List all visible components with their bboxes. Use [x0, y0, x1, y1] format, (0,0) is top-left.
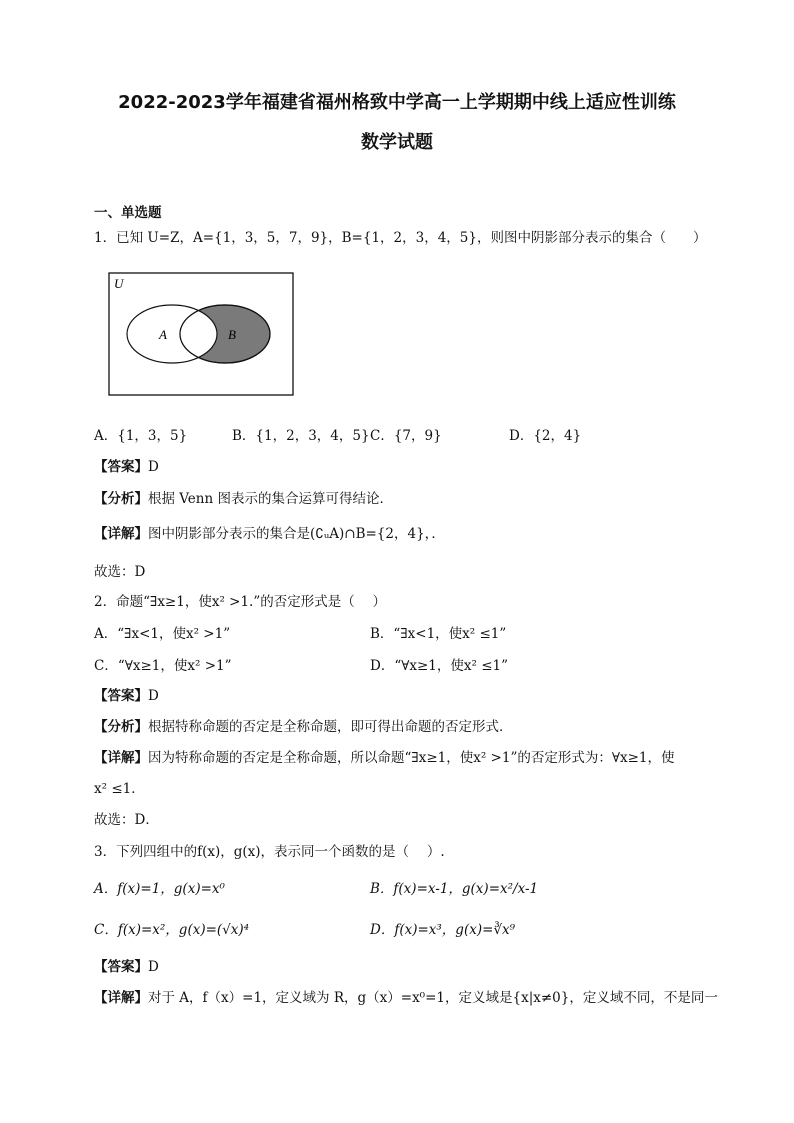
- q2-analysis: [94, 718, 513, 736]
- detail-tag: 【详解】: [94, 750, 148, 766]
- q3-option-a: A．f(x)=1，g(x)=x⁰: [94, 881, 225, 897]
- q1-option-c: C．{7，9}: [370, 428, 442, 444]
- q2-conclusion: 故选：D．: [94, 812, 159, 828]
- q3-answer: [94, 958, 159, 976]
- q2-option-a: A．“∃x<1，使x² >1”: [94, 626, 231, 642]
- venn-label-b: B: [228, 327, 236, 342]
- exam-subtitle: 数学试题: [361, 132, 433, 153]
- answer-tag: 【答案】: [94, 459, 148, 475]
- q1-analysis: [94, 490, 393, 508]
- q3-detail: [94, 989, 718, 1007]
- answer-tag: 【答案】: [94, 688, 148, 704]
- detail-tag: 【详解】: [94, 526, 148, 542]
- q3-option-b: B．f(x)=x-1，g(x)=x²/x-1: [370, 881, 539, 897]
- venn-diagram: [108, 272, 296, 398]
- q1-detail: [94, 525, 445, 543]
- q2-option-b: B．“∃x<1，使x² ≤1”: [370, 626, 507, 642]
- q1-detail-text: 图中阴影部分表示的集合是(∁ᵤA)∩B={2，4}，．: [148, 526, 445, 542]
- q1-option-d: D．{2，4}: [509, 428, 582, 444]
- q2-analysis-text: 根据特称命题的否定是全称命题，即可得出命题的否定形式．: [148, 719, 513, 735]
- q2-answer: [94, 687, 159, 705]
- venn-label-u: U: [114, 276, 124, 291]
- q1-answer: [94, 458, 159, 476]
- q1-analysis-text: 根据 Venn 图表示的集合运算可得结论．: [148, 491, 393, 507]
- detail-tag: 【详解】: [94, 990, 148, 1006]
- q1-option-a: A．{1，3，5}: [94, 428, 188, 444]
- q3-option-d: D．f(x)=x³，g(x)=∛x⁹: [370, 922, 516, 938]
- q3-stem: 3．下列四组中的f(x)，g(x)，表示同一个函数的是（ ）.: [94, 844, 445, 860]
- q3-option-c: C．f(x)=x²，g(x)=(√x)⁴: [94, 922, 250, 938]
- q3-answer-value: D: [148, 959, 159, 975]
- q2-option-c: C．“∀x≥1，使x² >1”: [94, 658, 232, 674]
- q2-answer-value: D: [148, 688, 159, 704]
- analysis-tag: 【分析】: [94, 491, 148, 507]
- q1-stem: 1．已知 U=Z，A={1，3，5，7，9}，B={1，2，3，4，5}，则图中阴影部分表示的集合（ ）: [94, 230, 707, 246]
- q3-detail-text: 对于 A，f（x）=1，定义域为 R，g（x）=x⁰=1，定义域是{x|x≠0}，定义域不同，不是同一: [148, 990, 718, 1006]
- answer-tag: 【答案】: [94, 959, 148, 975]
- section-heading: 一、单选题: [94, 205, 162, 221]
- q1-conclusion: 故选：D: [94, 564, 146, 580]
- q2-detail-cont: x² ≤1．: [94, 781, 145, 797]
- analysis-tag: 【分析】: [94, 719, 148, 735]
- q2-stem: 2．命题“∃x≥1，使x² >1.”的否定形式是（ ）: [94, 594, 387, 610]
- q1-option-b: B．{1，2，3，4，5}: [232, 428, 370, 444]
- q1-answer-value: D: [148, 459, 159, 475]
- q2-option-d: D．“∀x≥1，使x² ≤1”: [370, 658, 509, 674]
- q2-detail-text: 因为特称命题的否定是全称命题，所以命题“∃x≥1，使x² >1”的否定形式为：∀x≥1，使: [148, 750, 675, 766]
- exam-title: 2022-2023学年福建省福州格致中学高一上学期期中线上适应性训练: [118, 92, 676, 113]
- q2-detail: [94, 749, 675, 767]
- venn-label-a: A: [159, 327, 167, 342]
